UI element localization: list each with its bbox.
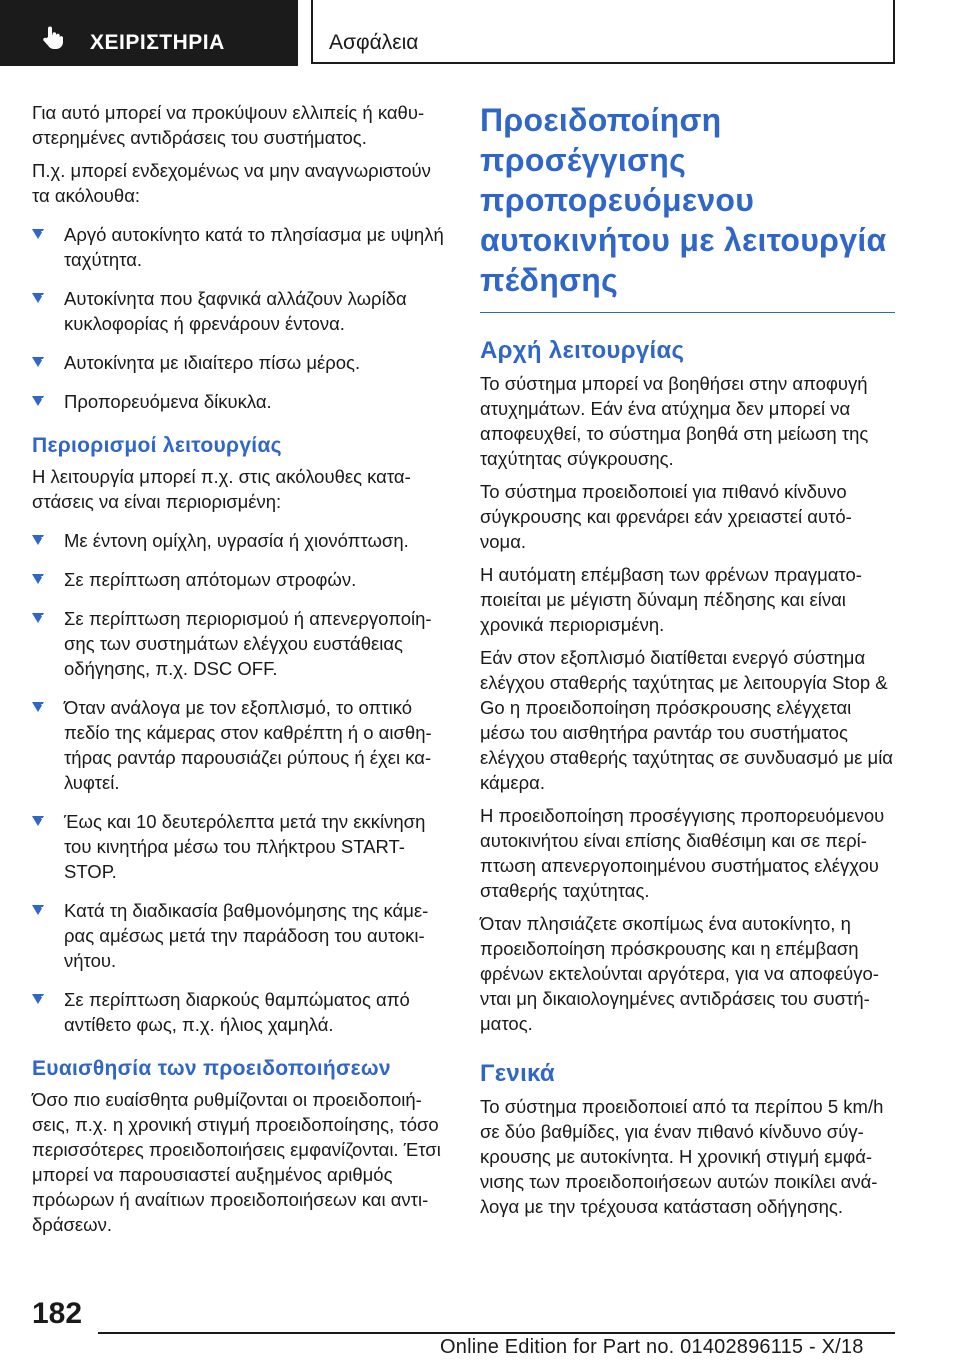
- paragraph: Η αυτόματη επέμβαση των φρένων πραγματο-ποιείται με μέγιστη δύναμη πέδησης και είναι χρονικά περιορισμένη.: [480, 564, 862, 635]
- list-item-text: Έως και 10 δευτερόλεπτα μετά την εκκίνηση του κινητήρα μέσω του πλήκτρου START-STOP.: [64, 811, 426, 882]
- page-number: 182: [32, 1297, 83, 1330]
- chapter-label: ΧΕΙΡΙΣΤΗΡΙΑ: [90, 31, 225, 54]
- bullet-triangle-icon: [32, 816, 44, 826]
- paragraph: Η λειτουργία μπορεί π.χ. στις ακόλουθες κατα-στάσεις να είναι περιορισμένη:: [32, 466, 411, 512]
- list-item: [32, 286, 447, 336]
- list-item-text: Αργό αυτοκίνητο κατά το πλησίασμα με υψηλή ταχύτητα.: [64, 224, 444, 270]
- list-item: [32, 222, 447, 272]
- list-item: [32, 389, 447, 414]
- edition-footer: Online Edition for Part no. 01402896115 - X/18: [440, 1336, 864, 1358]
- paragraph: Το σύστημα προειδοποιεί για πιθανό κίνδυνο σύγκρουσης και φρενάρει εάν χρειαστεί αυτό-νομα.: [480, 481, 852, 552]
- section-heading: Περιορισμοί λειτουργίας: [32, 434, 282, 457]
- list-item: [32, 350, 447, 375]
- chapter-tab[interactable]: [0, 0, 298, 66]
- list-item-text: Σε περίπτωση απότομων στροφών.: [64, 569, 357, 590]
- list-item: [32, 987, 447, 1037]
- hand-pointer-icon: [40, 24, 66, 50]
- page-title: Προειδοποίηση προσέγγισης προπορευόμενου αυτοκινήτου με λειτουργία πέδησης: [480, 100, 895, 313]
- list-item-text: Προπορευόμενα δίκυκλα.: [64, 391, 272, 412]
- paragraph: Εάν στον εξοπλισμό διατίθεται ενεργό σύστημα ελέγχου σταθερής ταχύτητας με λειτουργία Stop & Go η προειδοποίηση πρόσκρουσης ελέγχεται μέσω του αισθητήρα ραντάρ του συστήματος ελέγχου σταθερής ταχύτητας σε συνδυασμό με μία κάμερα.: [480, 647, 893, 793]
- page-header: [0, 0, 960, 68]
- section-tab[interactable]: [311, 0, 895, 64]
- paragraph: Η προειδοποίηση προσέγγισης προπορευόμενου αυτοκινήτου είναι επίσης διαθέσιμη και σε περί-πτωση απενεργοποιημένου συστήματος ελέγχου σταθερής ταχύτητας.: [480, 805, 885, 901]
- left-column: [32, 100, 447, 1245]
- list-item-text: Κατά τη διαδικασία βαθμονόμησης της κάμε-ρας αμέσως μετά την παράδοση του αυτοκι-νήτου.: [64, 900, 429, 971]
- right-column: [480, 100, 895, 1227]
- paragraph: Το σύστημα προειδοποιεί από τα περίπου 5 km/h σε δύο βαθμίδες, για έναν πιθανό κίνδυνο σύγ-κρουσης με αυτοκίνητα. Η χρονική στιγμή εμφά-νισης των προειδοποιήσεων αυτών ποικίλει ανά-λογα με την τρέχουσα κατάσταση οδήγησης.: [480, 1096, 884, 1217]
- bullet-triangle-icon: [32, 229, 44, 239]
- list-item: [32, 567, 447, 592]
- section-heading: Ευαισθησία των προειδοποιήσεων: [32, 1057, 391, 1080]
- list-item-text: Με έντονη ομίχλη, υγρασία ή χιονόπτωση.: [64, 530, 409, 551]
- list-item-text: Αυτοκίνητα που ξαφνικά αλλάζουν λωρίδα κυκλοφορίας ή φρενάρουν έντονα.: [64, 288, 407, 334]
- bullet-triangle-icon: [32, 574, 44, 584]
- list-item: [32, 528, 447, 553]
- paragraph: Όταν πλησιάζετε σκοπίμως ένα αυτοκίνητο, η προειδοποίηση πρόσκρουσης και η επέμβαση φρένων εκτελούνται αργότερα, για να αποφεύγο-νται μη δικαιολογημένες αντιδράσεις του συστή-ματος.: [480, 913, 879, 1034]
- bullet-triangle-icon: [32, 994, 44, 1004]
- section-heading: Γενικά: [480, 1060, 555, 1087]
- list-item: [32, 695, 447, 795]
- bullet-triangle-icon: [32, 905, 44, 915]
- paragraph: Όσο πιο ευαίσθητα ρυθμίζονται οι προειδοποιή-σεις, π.χ. η χρονική στιγμή προειδοποίησης, τόσο περισσότερες προειδοποιήσεις εμφανίζονται. Έτσι μπορεί να παρουσιαστεί αυξημένος αριθμός πρόωρων ή αναίτιων προειδοποιήσεων και αντι-δράσεων.: [32, 1089, 441, 1235]
- list-item-text: Αυτοκίνητα με ιδιαίτερο πίσω μέρος.: [64, 352, 361, 373]
- footer-divider: [98, 1332, 895, 1334]
- paragraph: Π.χ. μπορεί ενδεχομένως να μην αναγνωριστούν τα ακόλουθα:: [32, 160, 431, 206]
- bullet-triangle-icon: [32, 396, 44, 406]
- bullet-triangle-icon: [32, 702, 44, 712]
- bullet-list: [32, 222, 447, 414]
- list-item-text: Σε περίπτωση διαρκούς θαμπώματος από αντίθετο φως, π.χ. ήλιος χαμηλά.: [64, 989, 410, 1035]
- bullet-triangle-icon: [32, 357, 44, 367]
- section-heading: Αρχή λειτουργίας: [480, 337, 685, 364]
- bullet-triangle-icon: [32, 293, 44, 303]
- paragraph: Το σύστημα μπορεί να βοηθήσει στην αποφυγή ατυχημάτων. Εάν ένα ατύχημα δεν μπορεί να αποφευχθεί, το σύστημα βοηθά στη μείωση της ταχύτητας σύγκρουσης.: [480, 373, 869, 469]
- bullet-triangle-icon: [32, 613, 44, 623]
- section-label: Ασφάλεια: [329, 31, 419, 54]
- list-item-text: Σε περίπτωση περιορισμού ή απενεργοποίη-σης των συστημάτων ελέγχου ευστάθειας οδήγησης, π.χ. DSC OFF.: [64, 608, 432, 679]
- paragraph: Για αυτό μπορεί να προκύψουν ελλιπείς ή καθυ-στερημένες αντιδράσεις του συστήματος.: [32, 102, 425, 148]
- list-item: [32, 898, 447, 973]
- list-item: [32, 606, 447, 681]
- bullet-list: [32, 528, 447, 1037]
- list-item-text: Όταν ανάλογα με τον εξοπλισμό, το οπτικό πεδίο της κάμερας στον καθρέπτη ή ο αισθη-τήρας ραντάρ παρουσιάζει ρύπους ή έχει κα-λυφτεί.: [64, 697, 432, 793]
- bullet-triangle-icon: [32, 535, 44, 545]
- list-item: [32, 809, 447, 884]
